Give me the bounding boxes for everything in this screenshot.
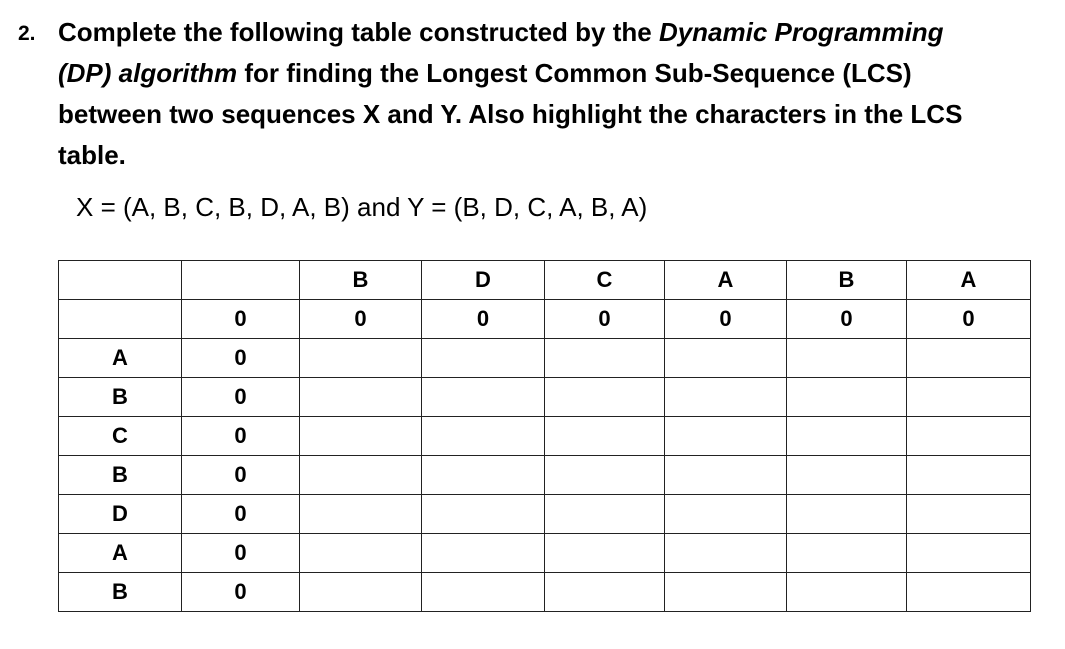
table-cell: 0: [300, 300, 422, 339]
table-cell: [787, 534, 907, 573]
table-cell: B: [59, 378, 182, 417]
table-zero-row: [59, 300, 1031, 339]
table-cell: 0: [545, 300, 665, 339]
table-cell: [665, 495, 787, 534]
table-cell: 0: [182, 378, 300, 417]
table-cell: [300, 495, 422, 534]
table-cell: 0: [182, 417, 300, 456]
table-cell: [907, 495, 1031, 534]
table-cell: [907, 456, 1031, 495]
table-cell: A: [907, 261, 1031, 300]
table-cell: 0: [907, 300, 1031, 339]
table-cell: [787, 456, 907, 495]
table-cell: 0: [182, 300, 300, 339]
table-cell: [665, 417, 787, 456]
table-cell: B: [787, 261, 907, 300]
table-cell: [545, 378, 665, 417]
table-cell: B: [300, 261, 422, 300]
table-row: [59, 417, 1031, 456]
table-cell: [59, 300, 182, 339]
table-cell: [300, 417, 422, 456]
table-cell: [787, 339, 907, 378]
table-cell: [422, 339, 545, 378]
lcs-table-body: [59, 261, 1031, 612]
table-cell: D: [59, 495, 182, 534]
table-cell: B: [59, 456, 182, 495]
table-cell: [787, 378, 907, 417]
question-text-part2: for finding the Longest Common Sub-Sequence (LCS) between two sequences X and Y. Also highlight the characters in the LCS table.: [58, 58, 963, 170]
table-cell: [787, 417, 907, 456]
table-cell: [300, 534, 422, 573]
table-cell: [545, 495, 665, 534]
table-row: [59, 495, 1031, 534]
table-cell: [907, 417, 1031, 456]
question-text-part1: Complete the following table constructed by the: [58, 17, 659, 47]
table-cell: [907, 378, 1031, 417]
table-cell: A: [665, 261, 787, 300]
table-cell: [787, 573, 907, 612]
table-cell: [422, 378, 545, 417]
table-cell: 0: [665, 300, 787, 339]
table-header-row: [59, 261, 1031, 300]
table-cell: [422, 495, 545, 534]
table-cell: A: [59, 339, 182, 378]
table-cell: [665, 573, 787, 612]
table-cell: [545, 339, 665, 378]
table-cell: 0: [182, 456, 300, 495]
table-cell: [665, 378, 787, 417]
lcs-table: [58, 260, 1031, 612]
table-row: [59, 378, 1031, 417]
table-cell: A: [59, 534, 182, 573]
table-cell: [907, 339, 1031, 378]
table-cell: 0: [182, 573, 300, 612]
table-cell: [422, 456, 545, 495]
table-cell: 0: [422, 300, 545, 339]
table-cell: [787, 495, 907, 534]
table-cell: B: [59, 573, 182, 612]
table-cell: C: [545, 261, 665, 300]
table-cell: C: [59, 417, 182, 456]
table-row: [59, 456, 1031, 495]
table-cell: [300, 573, 422, 612]
table-cell: [665, 534, 787, 573]
table-row: [59, 534, 1031, 573]
table-cell: [182, 261, 300, 300]
table-cell: 0: [182, 495, 300, 534]
table-cell: [422, 417, 545, 456]
table-cell: [300, 378, 422, 417]
table-cell: [545, 573, 665, 612]
table-cell: [907, 534, 1031, 573]
table-cell: [665, 339, 787, 378]
table-cell: D: [422, 261, 545, 300]
table-cell: 0: [182, 339, 300, 378]
table-cell: 0: [182, 534, 300, 573]
table-cell: [422, 534, 545, 573]
question-number: 2.: [18, 22, 36, 45]
sequences-line: X = (A, B, C, B, D, A, B) and Y = (B, D, C, A, B, A): [76, 192, 648, 222]
question-text-italic: Dynamic Programming (DP) algorithm: [58, 17, 944, 88]
table-cell: [300, 456, 422, 495]
table-cell: [545, 534, 665, 573]
question-text: [58, 12, 998, 176]
table-cell: [545, 417, 665, 456]
table-cell: [665, 456, 787, 495]
table-cell: [422, 573, 545, 612]
table-cell: [59, 261, 182, 300]
table-cell: [545, 456, 665, 495]
table-cell: 0: [787, 300, 907, 339]
table-cell: [300, 339, 422, 378]
table-row: [59, 339, 1031, 378]
table-row: [59, 573, 1031, 612]
table-cell: [907, 573, 1031, 612]
